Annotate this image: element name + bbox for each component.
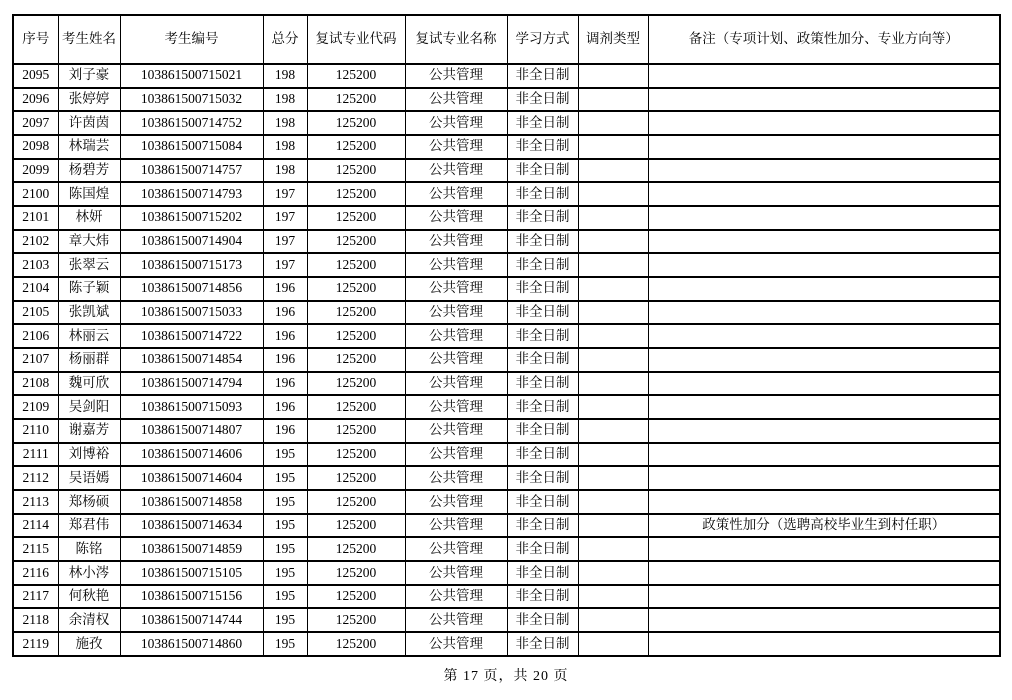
cell-major-name: 公共管理 [405, 490, 507, 514]
cell-major-name: 公共管理 [405, 585, 507, 609]
cell-major-name: 公共管理 [405, 395, 507, 419]
cell-name: 郑杨硕 [58, 490, 120, 514]
cell-major-name: 公共管理 [405, 443, 507, 467]
cell-seq: 2117 [13, 585, 58, 609]
cell-name: 何秋艳 [58, 585, 120, 609]
cell-remark [648, 537, 1000, 561]
cell-seq: 2103 [13, 253, 58, 277]
cell-total-score: 197 [263, 230, 307, 254]
cell-seq: 2110 [13, 419, 58, 443]
cell-study-mode: 非全日制 [507, 324, 578, 348]
cell-study-mode: 非全日制 [507, 64, 578, 88]
cell-transfer-type [578, 230, 648, 254]
cell-major-code: 125200 [307, 182, 405, 206]
cell-remark [648, 395, 1000, 419]
cell-total-score: 195 [263, 466, 307, 490]
cell-candidate-no: 103861500714807 [120, 419, 263, 443]
cell-total-score: 197 [263, 182, 307, 206]
cell-remark [648, 301, 1000, 325]
cell-total-score: 198 [263, 88, 307, 112]
cell-name: 吴语嫣 [58, 466, 120, 490]
cell-transfer-type [578, 561, 648, 585]
column-header-remark: 备注（专项计划、政策性加分、专业方向等） [648, 15, 1000, 64]
cell-major-code: 125200 [307, 301, 405, 325]
cell-major-code: 125200 [307, 88, 405, 112]
cell-major-code: 125200 [307, 514, 405, 538]
column-header-name: 考生姓名 [58, 15, 120, 64]
cell-seq: 2096 [13, 88, 58, 112]
table-row [13, 395, 1000, 419]
cell-study-mode: 非全日制 [507, 632, 578, 656]
cell-name: 吴剑阳 [58, 395, 120, 419]
cell-seq: 2106 [13, 324, 58, 348]
cell-candidate-no: 103861500714744 [120, 608, 263, 632]
table-row [13, 372, 1000, 396]
cell-seq: 2100 [13, 182, 58, 206]
cell-seq: 2115 [13, 537, 58, 561]
cell-remark [648, 324, 1000, 348]
cell-major-code: 125200 [307, 419, 405, 443]
cell-major-name: 公共管理 [405, 514, 507, 538]
cell-remark [648, 277, 1000, 301]
cell-study-mode: 非全日制 [507, 253, 578, 277]
cell-candidate-no: 103861500714860 [120, 632, 263, 656]
table-row [13, 537, 1000, 561]
cell-major-code: 125200 [307, 206, 405, 230]
cell-major-code: 125200 [307, 443, 405, 467]
cell-major-code: 125200 [307, 561, 405, 585]
cell-remark [648, 88, 1000, 112]
cell-major-code: 125200 [307, 372, 405, 396]
cell-study-mode: 非全日制 [507, 348, 578, 372]
cell-study-mode: 非全日制 [507, 608, 578, 632]
cell-seq: 2111 [13, 443, 58, 467]
cell-candidate-no: 103861500715105 [120, 561, 263, 585]
cell-remark [648, 419, 1000, 443]
cell-name: 陈国煌 [58, 182, 120, 206]
cell-remark [648, 632, 1000, 656]
cell-major-name: 公共管理 [405, 301, 507, 325]
cell-total-score: 198 [263, 111, 307, 135]
cell-candidate-no: 103861500714757 [120, 159, 263, 183]
cell-seq: 2099 [13, 159, 58, 183]
cell-total-score: 196 [263, 419, 307, 443]
cell-candidate-no: 103861500715202 [120, 206, 263, 230]
cell-major-code: 125200 [307, 230, 405, 254]
cell-seq: 2098 [13, 135, 58, 159]
cell-name: 谢嘉芳 [58, 419, 120, 443]
cell-seq: 2097 [13, 111, 58, 135]
cell-transfer-type [578, 395, 648, 419]
cell-candidate-no: 103861500715173 [120, 253, 263, 277]
cell-candidate-no: 103861500715033 [120, 301, 263, 325]
cell-name: 林丽云 [58, 324, 120, 348]
cell-remark: 政策性加分（选聘高校毕业生到村任职） [648, 514, 1000, 538]
cell-major-name: 公共管理 [405, 88, 507, 112]
cell-total-score: 196 [263, 372, 307, 396]
cell-remark [648, 135, 1000, 159]
cell-candidate-no: 103861500714793 [120, 182, 263, 206]
cell-transfer-type [578, 206, 648, 230]
cell-study-mode: 非全日制 [507, 466, 578, 490]
cell-major-code: 125200 [307, 466, 405, 490]
cell-seq: 2102 [13, 230, 58, 254]
cell-candidate-no: 103861500714856 [120, 277, 263, 301]
cell-name: 林小涔 [58, 561, 120, 585]
cell-total-score: 196 [263, 324, 307, 348]
cell-major-name: 公共管理 [405, 561, 507, 585]
table-row [13, 348, 1000, 372]
cell-major-code: 125200 [307, 111, 405, 135]
cell-transfer-type [578, 88, 648, 112]
cell-name: 陈铭 [58, 537, 120, 561]
cell-major-name: 公共管理 [405, 348, 507, 372]
cell-candidate-no: 103861500715084 [120, 135, 263, 159]
column-header-total-score: 总分 [263, 15, 307, 64]
cell-seq: 2114 [13, 514, 58, 538]
cell-total-score: 198 [263, 159, 307, 183]
cell-remark [648, 253, 1000, 277]
cell-seq: 2104 [13, 277, 58, 301]
cell-major-name: 公共管理 [405, 632, 507, 656]
column-header-candidate-no: 考生编号 [120, 15, 263, 64]
cell-study-mode: 非全日制 [507, 585, 578, 609]
cell-study-mode: 非全日制 [507, 514, 578, 538]
cell-major-code: 125200 [307, 537, 405, 561]
cell-study-mode: 非全日制 [507, 277, 578, 301]
cell-remark [648, 230, 1000, 254]
cell-study-mode: 非全日制 [507, 443, 578, 467]
cell-study-mode: 非全日制 [507, 159, 578, 183]
cell-study-mode: 非全日制 [507, 206, 578, 230]
cell-total-score: 195 [263, 443, 307, 467]
table-row [13, 514, 1000, 538]
table-row [13, 632, 1000, 656]
cell-study-mode: 非全日制 [507, 111, 578, 135]
cell-seq: 2118 [13, 608, 58, 632]
cell-remark [648, 608, 1000, 632]
cell-total-score: 197 [263, 253, 307, 277]
cell-remark [648, 443, 1000, 467]
cell-major-name: 公共管理 [405, 111, 507, 135]
cell-remark [648, 64, 1000, 88]
cell-candidate-no: 103861500715032 [120, 88, 263, 112]
cell-remark [648, 348, 1000, 372]
table-row [13, 159, 1000, 183]
cell-seq: 2107 [13, 348, 58, 372]
cell-transfer-type [578, 301, 648, 325]
table-row [13, 277, 1000, 301]
cell-study-mode: 非全日制 [507, 537, 578, 561]
cell-major-name: 公共管理 [405, 230, 507, 254]
cell-remark [648, 490, 1000, 514]
cell-candidate-no: 103861500714859 [120, 537, 263, 561]
cell-total-score: 195 [263, 490, 307, 514]
cell-major-code: 125200 [307, 135, 405, 159]
cell-remark [648, 206, 1000, 230]
cell-transfer-type [578, 253, 648, 277]
cell-study-mode: 非全日制 [507, 88, 578, 112]
cell-study-mode: 非全日制 [507, 182, 578, 206]
cell-transfer-type [578, 608, 648, 632]
cell-candidate-no: 103861500714606 [120, 443, 263, 467]
cell-remark [648, 182, 1000, 206]
header-row [13, 15, 1000, 64]
cell-remark [648, 561, 1000, 585]
table-header [13, 15, 1000, 64]
cell-name: 张婷婷 [58, 88, 120, 112]
cell-candidate-no: 103861500714634 [120, 514, 263, 538]
cell-candidate-no: 103861500714604 [120, 466, 263, 490]
cell-total-score: 196 [263, 301, 307, 325]
cell-transfer-type [578, 182, 648, 206]
cell-candidate-no: 103861500714854 [120, 348, 263, 372]
cell-major-code: 125200 [307, 632, 405, 656]
cell-major-code: 125200 [307, 348, 405, 372]
table-row [13, 135, 1000, 159]
cell-transfer-type [578, 348, 648, 372]
cell-name: 林瑞芸 [58, 135, 120, 159]
cell-candidate-no: 103861500714904 [120, 230, 263, 254]
cell-transfer-type [578, 490, 648, 514]
table-row [13, 561, 1000, 585]
results-table [12, 14, 1001, 657]
cell-transfer-type [578, 372, 648, 396]
cell-major-code: 125200 [307, 159, 405, 183]
cell-total-score: 195 [263, 561, 307, 585]
cell-major-code: 125200 [307, 324, 405, 348]
cell-major-name: 公共管理 [405, 372, 507, 396]
cell-study-mode: 非全日制 [507, 135, 578, 159]
cell-remark [648, 159, 1000, 183]
cell-name: 张翠云 [58, 253, 120, 277]
cell-transfer-type [578, 537, 648, 561]
cell-seq: 2101 [13, 206, 58, 230]
cell-study-mode: 非全日制 [507, 301, 578, 325]
table-body [13, 64, 1000, 656]
cell-name: 杨碧芳 [58, 159, 120, 183]
cell-remark [648, 585, 1000, 609]
cell-major-name: 公共管理 [405, 182, 507, 206]
table-row [13, 182, 1000, 206]
cell-name: 施孜 [58, 632, 120, 656]
cell-total-score: 195 [263, 514, 307, 538]
cell-remark [648, 111, 1000, 135]
cell-seq: 2119 [13, 632, 58, 656]
cell-study-mode: 非全日制 [507, 490, 578, 514]
cell-remark [648, 466, 1000, 490]
table-row [13, 585, 1000, 609]
cell-transfer-type [578, 443, 648, 467]
cell-candidate-no: 103861500715093 [120, 395, 263, 419]
cell-transfer-type [578, 64, 648, 88]
cell-name: 许茵茵 [58, 111, 120, 135]
cell-seq: 2113 [13, 490, 58, 514]
cell-name: 刘子豪 [58, 64, 120, 88]
cell-name: 魏可欣 [58, 372, 120, 396]
cell-major-name: 公共管理 [405, 466, 507, 490]
table-row [13, 466, 1000, 490]
cell-major-code: 125200 [307, 64, 405, 88]
cell-candidate-no: 103861500715021 [120, 64, 263, 88]
cell-major-name: 公共管理 [405, 253, 507, 277]
cell-major-name: 公共管理 [405, 537, 507, 561]
table-row [13, 324, 1000, 348]
cell-remark [648, 372, 1000, 396]
cell-total-score: 198 [263, 64, 307, 88]
column-header-transfer-type: 调剂类型 [578, 15, 648, 64]
cell-study-mode: 非全日制 [507, 230, 578, 254]
cell-seq: 2105 [13, 301, 58, 325]
cell-total-score: 195 [263, 608, 307, 632]
table-row [13, 608, 1000, 632]
cell-total-score: 195 [263, 537, 307, 561]
table-row [13, 443, 1000, 467]
page-number-footer: 第 17 页，共 20 页 [443, 669, 569, 684]
cell-major-name: 公共管理 [405, 608, 507, 632]
cell-total-score: 196 [263, 348, 307, 372]
cell-seq: 2108 [13, 372, 58, 396]
cell-transfer-type [578, 419, 648, 443]
cell-name: 余清权 [58, 608, 120, 632]
cell-candidate-no: 103861500715156 [120, 585, 263, 609]
table-row [13, 253, 1000, 277]
column-header-seq: 序号 [13, 15, 58, 64]
table-row [13, 301, 1000, 325]
cell-candidate-no: 103861500714858 [120, 490, 263, 514]
table-row [13, 230, 1000, 254]
cell-transfer-type [578, 514, 648, 538]
cell-total-score: 196 [263, 277, 307, 301]
cell-candidate-no: 103861500714752 [120, 111, 263, 135]
cell-seq: 2112 [13, 466, 58, 490]
cell-major-name: 公共管理 [405, 277, 507, 301]
cell-transfer-type [578, 324, 648, 348]
cell-total-score: 196 [263, 395, 307, 419]
cell-candidate-no: 103861500714794 [120, 372, 263, 396]
cell-major-code: 125200 [307, 490, 405, 514]
table-row [13, 419, 1000, 443]
cell-total-score: 195 [263, 585, 307, 609]
cell-major-code: 125200 [307, 585, 405, 609]
cell-study-mode: 非全日制 [507, 561, 578, 585]
cell-name: 张凯斌 [58, 301, 120, 325]
cell-transfer-type [578, 159, 648, 183]
cell-seq: 2109 [13, 395, 58, 419]
table-row [13, 490, 1000, 514]
cell-major-name: 公共管理 [405, 206, 507, 230]
cell-major-code: 125200 [307, 608, 405, 632]
cell-major-name: 公共管理 [405, 324, 507, 348]
cell-study-mode: 非全日制 [507, 372, 578, 396]
cell-transfer-type [578, 135, 648, 159]
cell-transfer-type [578, 111, 648, 135]
cell-total-score: 195 [263, 632, 307, 656]
cell-name: 刘博裕 [58, 443, 120, 467]
cell-major-name: 公共管理 [405, 64, 507, 88]
cell-total-score: 197 [263, 206, 307, 230]
cell-name: 章大炜 [58, 230, 120, 254]
cell-name: 郑君伟 [58, 514, 120, 538]
cell-study-mode: 非全日制 [507, 395, 578, 419]
table-row [13, 88, 1000, 112]
table-row [13, 64, 1000, 88]
cell-name: 陈子颖 [58, 277, 120, 301]
cell-major-code: 125200 [307, 277, 405, 301]
table-row [13, 111, 1000, 135]
cell-transfer-type [578, 277, 648, 301]
cell-total-score: 198 [263, 135, 307, 159]
cell-transfer-type [578, 466, 648, 490]
column-header-major-code: 复试专业代码 [307, 15, 405, 64]
column-header-major-name: 复试专业名称 [405, 15, 507, 64]
table-row [13, 206, 1000, 230]
cell-major-code: 125200 [307, 395, 405, 419]
cell-transfer-type [578, 632, 648, 656]
cell-major-name: 公共管理 [405, 419, 507, 443]
cell-name: 林妍 [58, 206, 120, 230]
cell-seq: 2095 [13, 64, 58, 88]
cell-candidate-no: 103861500714722 [120, 324, 263, 348]
cell-transfer-type [578, 585, 648, 609]
cell-seq: 2116 [13, 561, 58, 585]
column-header-study-mode: 学习方式 [507, 15, 578, 64]
cell-major-name: 公共管理 [405, 135, 507, 159]
cell-name: 杨丽群 [58, 348, 120, 372]
cell-study-mode: 非全日制 [507, 419, 578, 443]
cell-major-code: 125200 [307, 253, 405, 277]
cell-major-name: 公共管理 [405, 159, 507, 183]
